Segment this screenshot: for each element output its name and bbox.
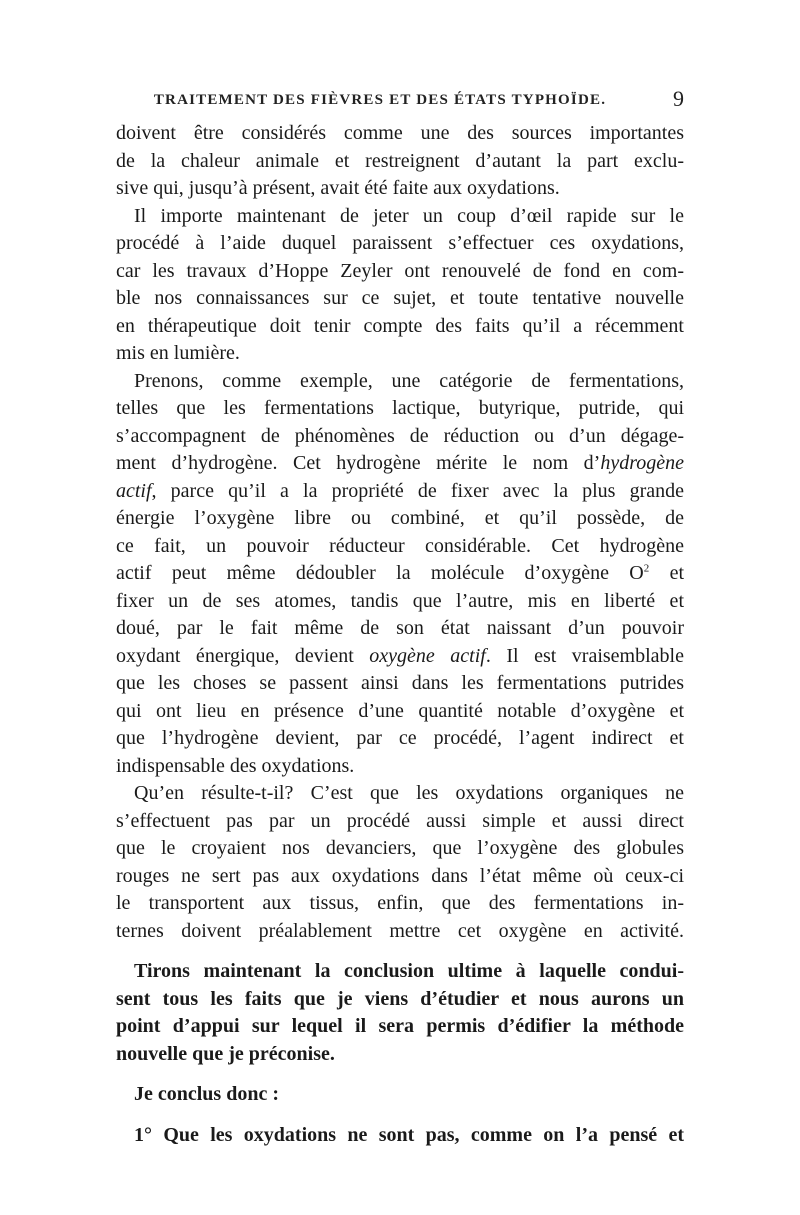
text-line: indispensable des oxydations.: [116, 754, 355, 777]
text-line: nouvelle que je préconise.: [116, 1042, 335, 1065]
text-line: Il importe maintenant de jeter un coup d’œil rapide sur le: [134, 204, 684, 227]
text-line: ble nos connaissances sur ce sujet, et toute tentative nouvelle: [116, 287, 684, 309]
text-line: en thérapeutique doit tenir compte des faits qu’il a récemment: [116, 314, 684, 337]
text-run: et: [649, 562, 684, 584]
text-line: fixer un de ses atomes, tandis que l’autre, mis en liberté et: [116, 589, 684, 612]
paragraph-5: [116, 958, 684, 1068]
text-line: sent tous les faits que je viens d’étudier et nous aurons un: [116, 987, 684, 1010]
paragraph-1: [116, 120, 684, 203]
text-run: actif peut même dédoubler la molécule d’oxygène O: [116, 562, 644, 584]
text-line: [116, 478, 684, 506]
text-run: . Il est vraisemblable: [485, 644, 684, 667]
text-line: s’effectuent pas par un procédé aussi simple et aussi direct: [116, 809, 684, 832]
text-line: Tirons maintenant la conclusion ultime à laquelle condui-: [134, 960, 684, 982]
text-line: que l’hydrogène devient, par ce procédé, l’agent indirect et: [116, 727, 684, 749]
text-line: rouges ne sert pas aux oxydations dans l’état même où ceux-ci: [116, 864, 684, 887]
text-line: Qu’en résulte-t-il? C’est que les oxydations organiques ne: [134, 782, 684, 804]
text-line: [116, 643, 684, 671]
italic-term: actif: [116, 479, 152, 502]
text-line: 1° Que les oxydations ne sont pas, comme on l’a pensé et: [134, 1123, 684, 1146]
text-line: sive qui, jusqu’à présent, avait été faite aux oxydations.: [116, 177, 560, 199]
text-line: ce fait, un pouvoir réducteur considérable. Cet hydrogène: [116, 534, 684, 557]
text-line: de la chaleur animale et restreignent d’autant la part exclu-: [116, 149, 684, 172]
text-line: ternes doivent préalablement mettre cet oxygène en activité.: [116, 919, 684, 942]
text-line: [116, 450, 684, 478]
text-line: car les travaux d’Hoppe Zeyler ont renouvelé de fond en com-: [116, 259, 684, 282]
text-line: [116, 560, 684, 588]
text-run: ment d’hydrogène. Cet hydrogène mérite le nom d’: [116, 452, 601, 474]
text-line: procédé à l’aide duquel paraissent s’effectuer ces oxydations,: [116, 232, 684, 254]
page-number: 9: [673, 86, 684, 111]
text-line: s’accompagnent de phénomènes de réduction ou d’un dégage-: [116, 424, 684, 447]
paragraph-2: [116, 203, 684, 368]
paragraph-7: [116, 1122, 684, 1150]
paragraph-4: [116, 780, 684, 945]
book-page: [116, 86, 684, 1149]
text-line: doué, par le fait même de son état naissant d’un pouvoir: [116, 617, 684, 639]
paragraph-3: [116, 368, 684, 781]
text-line: que le croyaient nos devanciers, que l’oxygène des globules: [116, 837, 684, 859]
text-line: mis en lumière.: [116, 342, 240, 364]
running-head: TRAITEMENT DES FIÈVRES ET DES ÉTATS TYPHOÏDE.: [153, 92, 607, 108]
page-header: [116, 86, 684, 120]
superscript: 2: [643, 562, 650, 575]
italic-term: hydrogène: [600, 452, 684, 474]
text-line: telles que les fermentations lactique, butyrique, putride, qui: [116, 397, 684, 419]
text-run: , parce qu’il a la propriété de fixer avec la plus grande: [151, 479, 684, 502]
text-line: point d’appui sur lequel il sera permis d’édifier la méthode: [116, 1015, 684, 1037]
text-line: Prenons, comme exemple, une catégorie de fermentations,: [134, 369, 684, 392]
text-line: que les choses se passent ainsi dans les fermentations putrides: [116, 672, 684, 694]
paragraph-6: [116, 1081, 684, 1109]
text-line: énergie l’oxygène libre ou combiné, et qu’il possède, de: [116, 507, 684, 529]
text-line: le transportent aux tissus, enfin, que des fermentations in-: [116, 892, 684, 914]
text-line: doivent être considérés comme une des sources importantes: [116, 122, 684, 144]
italic-term: oxygène actif: [369, 644, 486, 667]
text-line: qui ont lieu en présence d’une quantité notable d’oxygène et: [116, 699, 684, 722]
text-run: oxydant énergique, devient: [116, 644, 370, 667]
text-line: Je conclus donc :: [134, 1083, 279, 1105]
